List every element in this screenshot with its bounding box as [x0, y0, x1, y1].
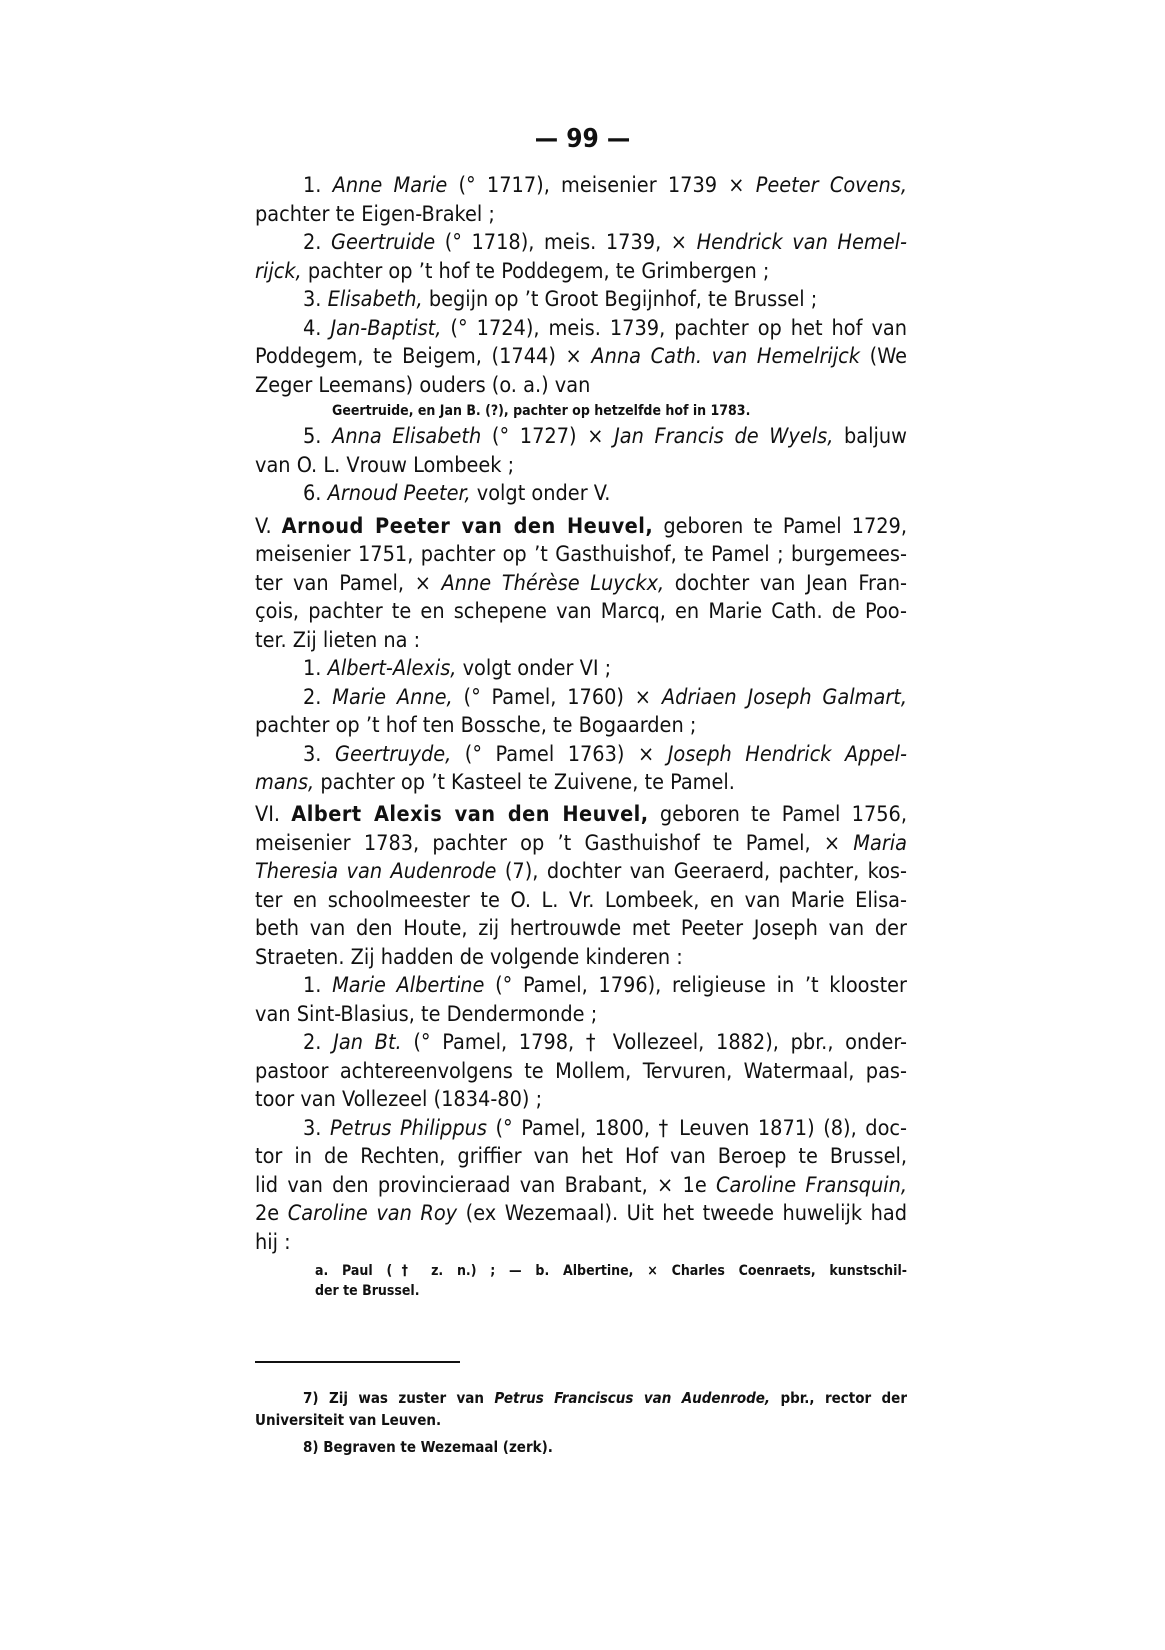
- text-run: baljuw: [833, 424, 907, 449]
- text-run: toor van Vollezeel (1834-80) ;: [255, 1087, 543, 1112]
- text-run: (° Pamel 1763) ×: [451, 742, 668, 767]
- text-run: pbr., rector der: [770, 1389, 907, 1407]
- text-run: 2.: [303, 1030, 334, 1055]
- text-run: volgt onder V.: [470, 481, 611, 506]
- text-run: (° Pamel, 1796), religieuse in ’t klooster: [484, 973, 907, 998]
- bold-run: Albert Alexis van den Heuvel,: [291, 802, 649, 827]
- section-heading-line: [255, 512, 907, 541]
- text-run: Poddegem, te Beigem, (1744) ×: [255, 344, 592, 369]
- italic-run: Marie Anne,: [332, 685, 453, 710]
- section-heading-line: [255, 800, 907, 829]
- text-run: 1.: [303, 173, 333, 198]
- italic-run: Anna Elisabeth: [332, 424, 482, 449]
- text-line: [303, 228, 907, 257]
- text-line: [255, 342, 907, 371]
- text-line: [303, 971, 907, 1000]
- italic-run: Maria: [853, 831, 907, 856]
- small-note-line: [315, 1282, 420, 1300]
- footnote-line: [255, 1410, 441, 1431]
- text-run: 4.: [303, 316, 331, 341]
- text-line: [303, 683, 907, 712]
- text-run: 6.: [303, 481, 328, 506]
- text-line: [255, 829, 907, 858]
- italic-run: Anne Thérèse Luyckx,: [441, 571, 665, 596]
- text-line: [255, 597, 907, 626]
- text-line: [255, 626, 420, 655]
- text-run: Straeten. Zij hadden de volgende kinderen :: [255, 945, 683, 970]
- text-run: beth van den Houte, zij hertrouwde met Peeter Joseph van der: [255, 916, 907, 941]
- text-run: lid van den provincieraad van Brabant, × 1e: [255, 1173, 717, 1198]
- footnote-line: [303, 1437, 553, 1458]
- text-run: ter en schoolmeester te O. L. Vr. Lombeek, en van Marie Elisa-: [255, 888, 907, 913]
- text-line: [255, 711, 696, 740]
- text-run: der te Brussel.: [315, 1283, 420, 1299]
- text-run: van O. L. Vrouw Lombeek ;: [255, 453, 515, 478]
- italic-run: Caroline van Roy: [287, 1201, 458, 1226]
- text-line: [255, 1199, 907, 1228]
- text-run: (° Pamel, 1760) ×: [452, 685, 662, 710]
- text-run: 5.: [303, 424, 333, 449]
- italic-run: Jan Francis de Wyels,: [614, 424, 834, 449]
- text-run: ter. Zij lieten na :: [255, 628, 421, 653]
- text-run: (We: [860, 344, 907, 369]
- italic-run: Anna Cath. van Hemelrijck: [591, 344, 861, 369]
- text-line: [255, 768, 735, 797]
- text-line: [303, 1114, 907, 1143]
- italic-run: mans,: [255, 770, 315, 795]
- text-run: tor in de Rechten, griffier van het Hof van Beroep te Brussel,: [255, 1144, 907, 1169]
- italic-run: Albert-Alexis,: [327, 656, 457, 681]
- text-line: [303, 285, 817, 314]
- text-line: [303, 314, 907, 343]
- text-line: [303, 1028, 907, 1057]
- text-run: 3.: [303, 742, 335, 767]
- text-run: 3.: [303, 1116, 330, 1141]
- text-line: [303, 422, 907, 451]
- text-run: pastoor achtereenvolgens te Mollem, Tervuren, Watermaal, pas-: [255, 1059, 907, 1084]
- italic-run: Peeter Covens,: [755, 173, 907, 198]
- italic-run: rijck,: [255, 259, 302, 284]
- italic-run: Petrus Philippus: [330, 1116, 487, 1141]
- text-run: 2e: [255, 1201, 288, 1226]
- italic-run: Geertruyde,: [334, 742, 452, 767]
- text-line: [255, 200, 495, 229]
- text-run: van Sint-Blasius, te Dendermonde ;: [255, 1002, 598, 1027]
- text-line: [255, 1171, 907, 1200]
- bold-run: Arnoud Peeter van den Heuvel,: [281, 514, 654, 539]
- text-run: Zeger Leemans) ouders (o. a.) van: [255, 373, 591, 398]
- text-line: [255, 886, 907, 915]
- italic-run: Adriaen Joseph Galmart,: [661, 685, 907, 710]
- text-run: (7), dochter van Geeraerd, pachter, kos-: [496, 859, 907, 884]
- text-run: çois, pachter te en schepene van Marcq, en Marie Cath. de Poo-: [255, 599, 907, 624]
- text-run: 1.: [303, 656, 328, 681]
- text-run: 2.: [303, 230, 332, 255]
- italic-run: Caroline Fransquin,: [716, 1173, 907, 1198]
- text-run: volgt onder VI ;: [456, 656, 612, 681]
- footnote-divider: [255, 1361, 460, 1363]
- italic-run: Hendrick van Hemel-: [696, 230, 907, 255]
- italic-run: Anne Marie: [332, 173, 448, 198]
- text-line: [255, 857, 907, 886]
- text-line: [255, 1057, 907, 1086]
- text-run: Geertruide, en Jan B. (?), pachter op hetzelfde hof in 1783.: [332, 403, 751, 419]
- text-run: a. Paul († z. n.) ; — b. Albertine, × Charles Coenraets, kunstschil-: [315, 1263, 907, 1279]
- text-run: V.: [255, 514, 282, 539]
- text-line: [255, 540, 907, 569]
- text-run: (° Pamel, 1798, † Vollezeel, 1882), pbr., onder-: [401, 1030, 907, 1055]
- text-line: [255, 257, 769, 286]
- text-line: [255, 569, 907, 598]
- text-run: (° 1727) ×: [481, 424, 615, 449]
- text-run: hij :: [255, 1230, 291, 1255]
- text-line: [255, 1085, 542, 1114]
- text-run: pachter op ’t hof te Poddegem, te Grimbergen ;: [301, 259, 770, 284]
- text-line: [303, 654, 611, 683]
- text-run: meisenier 1751, pachter op ’t Gasthuishof, te Pamel ; burgemees-: [255, 542, 907, 567]
- text-run: (° 1724), meis. 1739, pachter op het hof van: [441, 316, 907, 341]
- text-line: [255, 451, 514, 480]
- text-run: 8) Begraven te Wezemaal (zerk).: [303, 1438, 553, 1456]
- page-number: — 99 —: [534, 124, 631, 154]
- italic-run: Marie Albertine: [332, 973, 485, 998]
- italic-run: Petrus Franciscus van Audenrode,: [494, 1389, 771, 1407]
- text-run: 7) Zij was zuster van: [303, 1389, 495, 1407]
- text-run: (ex Wezemaal). Uit het tweede huwelijk had: [457, 1201, 907, 1226]
- text-run: ter van Pamel, ×: [255, 571, 442, 596]
- text-line: [303, 171, 907, 200]
- italic-run: Jan-Baptist,: [330, 316, 442, 341]
- text-line: [303, 740, 907, 769]
- small-note-line: [332, 402, 750, 420]
- italic-run: Geertruide: [331, 230, 436, 255]
- text-line: [255, 1000, 597, 1029]
- text-run: (° 1717), meisenier 1739 ×: [447, 173, 756, 198]
- text-line: [255, 943, 683, 972]
- italic-run: Theresia van Audenrode: [255, 859, 497, 884]
- text-line: [255, 371, 590, 400]
- text-line: [255, 914, 907, 943]
- text-run: Universiteit van Leuven.: [255, 1411, 442, 1429]
- text-run: geboren te Pamel 1729,: [653, 514, 907, 539]
- text-run: geboren te Pamel 1756,: [648, 802, 907, 827]
- text-run: VI.: [255, 802, 292, 827]
- text-run: pachter op ’t hof ten Bossche, te Bogaarden ;: [255, 713, 697, 738]
- text-run: begijn op ’t Groot Begijnhof, te Brussel ;: [422, 287, 818, 312]
- text-line: [303, 479, 610, 508]
- text-run: dochter van Jean Fran-: [664, 571, 907, 596]
- text-run: 1.: [303, 973, 333, 998]
- text-run: (° Pamel, 1800, † Leuven 1871) (8), doc-: [486, 1116, 908, 1141]
- footnote-line: [303, 1388, 907, 1409]
- text-line: [255, 1228, 291, 1257]
- italic-run: Jan Bt.: [333, 1030, 402, 1055]
- italic-run: Arnoud Peeter,: [327, 481, 471, 506]
- text-run: 2.: [303, 685, 333, 710]
- text-line: [255, 1142, 907, 1171]
- text-run: pachter te Eigen-Brakel ;: [255, 202, 495, 227]
- text-run: (° 1718), meis. 1739, ×: [435, 230, 697, 255]
- italic-run: Elisabeth,: [327, 287, 423, 312]
- text-run: pachter op ’t Kasteel te Zuivene, te Pamel.: [314, 770, 735, 795]
- small-note-line: [315, 1262, 907, 1280]
- text-run: 3.: [303, 287, 328, 312]
- text-run: meisenier 1783, pachter op ’t Gasthuishof te Pamel, ×: [255, 831, 854, 856]
- italic-run: Joseph Hendrick Appel-: [667, 742, 907, 767]
